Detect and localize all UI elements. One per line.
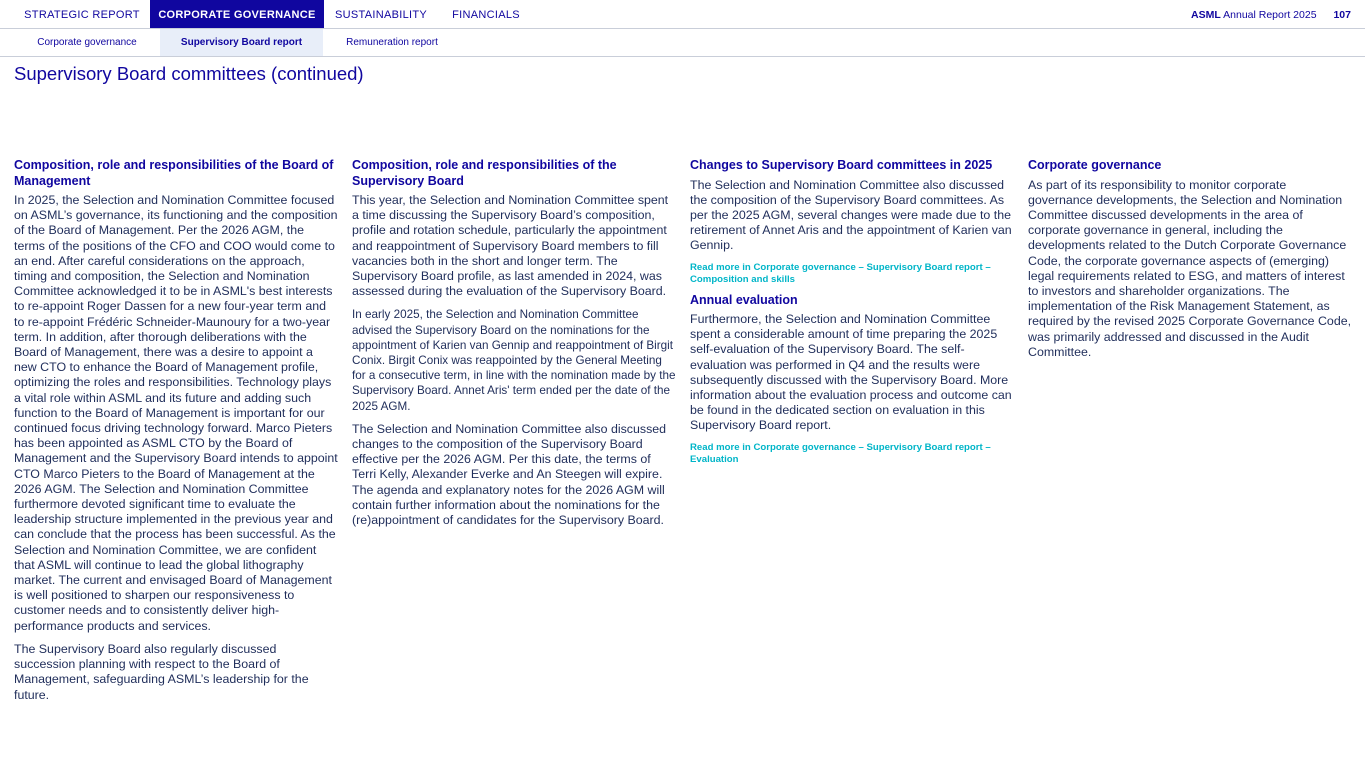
paragraph: In early 2025, the Selection and Nomination Committee advised the Supervisory Board on the nominations for the appointment of Karien van Gennip and reappointment of Birgit Conix. Birgit Conix was reappointed by the General Meeting for a consecutive term, in line with the nomination made by the Supervisory Board. Annet Aris' term ended per the date of the 2025 AGM. [352, 308, 676, 413]
column-board-of-management [14, 158, 338, 711]
subtab-corporate-governance[interactable]: Corporate governance [37, 37, 137, 48]
tab-strategic-report[interactable]: STRATEGIC REPORT [24, 9, 140, 21]
page-title: Supervisory Board committees (continued) [14, 63, 364, 84]
section-heading: Corporate governance [1028, 158, 1162, 172]
subtab-remuneration-report[interactable]: Remuneration report [346, 37, 438, 48]
paragraph: As part of its responsibility to monitor corporate governance developments, the Selection and Nomination Committee discussed developments in the area of corporate governance in general, including the developments related to the Dutch Corporate Governance Code, the corporate governance aspects of (emerging) legal requirements related to ESG, and matters of interest to investors and shareholder organizations. The implementation of the Risk Management Statement, as required by the revised 2025 Corporate Governance Code, was primarily addressed and discussed in the Audit Committee. [1028, 177, 1352, 359]
brand-name: ASML [1191, 9, 1221, 21]
report-title: Annual Report 2025 [1223, 9, 1317, 21]
paragraph: The Selection and Nomination Committee also discussed the composition of the Supervisory Board committees. As per the 2025 AGM, several changes were made due to the retirement of Annet Aris and the appointment of Karien van Gennip. [690, 177, 1012, 253]
column-committee-changes [690, 158, 1014, 473]
sub-navigation [0, 29, 1365, 57]
section-heading: Changes to Supervisory Board committees in 2025 [690, 158, 993, 172]
top-navigation [0, 0, 1365, 29]
paragraph: This year, the Selection and Nomination Committee spent a time discussing the Supervisory Board’s composition, profile and rotation schedule, particularly the appointment and reappointment of Supervisory Board members to fill vacancies both in the short and longer term. The Supervisory Board profile, as last amended in 2024, was assessed during the evaluation of the Supervisory Board. [352, 193, 669, 299]
paragraph: The Selection and Nomination Committee also discussed changes to the composition of the Supervisory Board effective per the 2026 AGM. Per this date, the terms of Terri Kelly, Alexander Everke and An Steegen will expire. The agenda and explanatory notes for the 2026 AGM will contain further information about the nominations for the (re)appointment of candidates for the Supervisory Board. [352, 421, 667, 528]
column-supervisory-board [352, 158, 676, 536]
section-heading: Composition, role and responsibilities of the Board of Management [14, 158, 334, 188]
paragraph: Furthermore, the Selection and Nomination Committee spent a considerable amount of time preparing the 2025 self-evaluation of the Supervisory Board. The self-evaluation was performed in Q4 and the results were subsequently discussed with the Supervisory Board. More information about the evaluation process and outcome can be found in the dedicated section on evaluation in this Supervisory Board report. [690, 312, 1012, 433]
section-heading: Annual evaluation [690, 292, 798, 307]
read-more-link-evaluation[interactable]: Read more in Corporate governance – Supervisory Board report – Evaluation [690, 441, 991, 466]
report-brand [1191, 0, 1351, 28]
subtab-supervisory-board-report[interactable]: Supervisory Board report [160, 29, 323, 56]
tab-sustainability[interactable]: SUSTAINABILITY [334, 9, 428, 21]
tab-financials[interactable]: FINANCIALS [452, 9, 520, 21]
column-corporate-governance [1028, 158, 1352, 368]
paragraph: In 2025, the Selection and Nomination Committee focused on ASML’s governance, its functioning and the composition of the Board of Management. Per the 2026 AGM, the terms of the positions of the CFO and COO would come to an end. After careful considerations on the approach, timing and composition, the Selection and Nomination Committee acknowledged it to be in ASML's best interests to re-appoint Roger Dassen for a new four-year term and to re-appoint Frédéric Schneider-Maunoury for a two-year term. In addition, after thorough deliberations with the Board of Management, there was a desire to appoint a new CTO to enhance the Board of Management profile, optimizing the roles and responsibilities. Technology plays a vital role within ASML and its future and adding such function to the Board of Management is important for our continued focus driving technology forward. Marco Pieters has been appointed as ASML CTO by the Board of Management and the Supervisory Board intends to appoint CTO Marco Pieters to the Board of Management at the 2026 AGM. The Selection and Nomination Committee furthermore devoted significant time to evaluate the leadership structure implemented in the previous year and can conclude that the process has been successful. As the Selection and Nomination Committee, we are confident that ASML will continue to lead the global lithography market. The current and envisaged Board of Management is well positioned to sharpen our responsiveness to customer needs and to consistently deliver high-performance products and services. [14, 193, 338, 633]
section-heading: Composition, role and responsibilities of the Supervisory Board [352, 158, 617, 188]
page-number: 107 [1333, 9, 1351, 21]
read-more-link-composition[interactable]: Read more in Corporate governance – Supervisory Board report – Composition and skills [690, 261, 991, 286]
tab-corporate-governance[interactable]: CORPORATE GOVERNANCE [150, 0, 324, 28]
paragraph: The Supervisory Board also regularly discussed succession planning with respect to the Board of Management, safeguarding ASML’s leadership for the future. [14, 641, 309, 702]
